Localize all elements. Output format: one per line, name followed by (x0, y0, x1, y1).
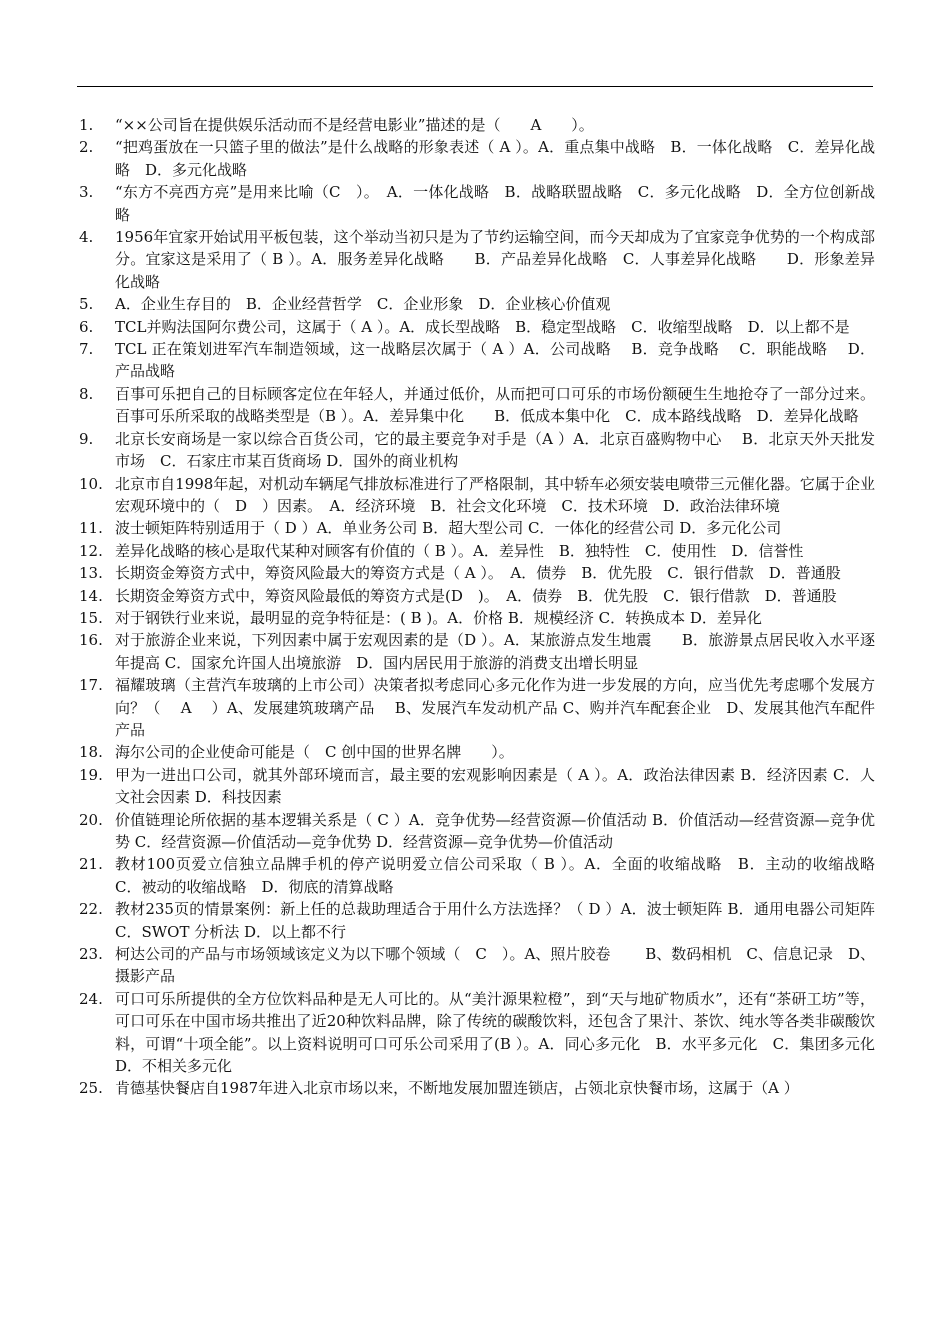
question-number: 8. (79, 384, 94, 403)
question-item (79, 473, 875, 518)
question-text: TCL并购法国阿尔费公司，这属于（ A ）。A．成长型战略 B．稳定型战略 C．收缩型战略 D．以上都不是 (115, 317, 850, 336)
question-number: 11. (79, 519, 103, 538)
question-item (79, 853, 895, 898)
question-number: 12. (79, 541, 103, 560)
question-item (79, 114, 875, 136)
question-number: 10. (79, 474, 103, 493)
question-item (79, 338, 875, 383)
question-number: 13. (79, 564, 103, 583)
question-number: 18. (79, 743, 103, 762)
question-number: 16. (79, 631, 103, 650)
question-list (79, 114, 895, 1100)
question-number: 21. (79, 855, 103, 874)
question-item (79, 562, 875, 584)
question-item (79, 988, 891, 1078)
question-text: TCL 正在策划进军汽车制造领域，这一战略层次属于（ A ）A．公司战略 B．竞争战略 C．职能战略 D．产品战略 (115, 340, 875, 381)
question-item (79, 226, 875, 293)
question-number: 2. (79, 138, 94, 157)
question-number: 15. (79, 608, 103, 627)
question-text: A．企业生存目的 B．企业经营哲学 C．企业形象 D．企业核心价值观 (115, 295, 611, 314)
question-item (79, 428, 875, 473)
question-number: 22. (79, 900, 103, 919)
question-number: 1. (79, 116, 94, 134)
question-text: 对于旅游企业来说，下列因素中属于宏观因素的是（D ）。A．某旅游点发生地震 B．旅游景点居民收入水平逐年提高 C．国家允许国人出境旅游 D．国内居民用于旅游的消费支出增长明显 (115, 631, 875, 672)
question-number: 5. (79, 295, 94, 314)
question-item (79, 764, 875, 809)
question-number: 14. (79, 586, 103, 605)
header-rule (77, 86, 873, 87)
question-text: 柯达公司的产品与市场领域该定义为以下哪个领域（ C ）。A、照片胶卷 B、数码相机 C、信息记录 D、摄影产品 (115, 945, 875, 986)
question-number: 24. (79, 989, 103, 1008)
question-number: 25. (79, 1079, 103, 1098)
question-text: 百事可乐把自己的目标顾客定位在年轻人，并通过低价，从而把可口可乐的市场份额硬生生地抢夺了一部分过来。百事可乐所采取的战略类型是（B ）。A．差异集中化 B．低成本集中化 C．成本路线战略 D．差异化战略 (115, 384, 875, 426)
question-item (79, 674, 875, 741)
question-number: 7. (79, 340, 94, 359)
question-text: 北京市自1998年起，对机动车辆尾气排放标准进行了严格限制，其中轿车必须安装电喷带三元催化器。它属于企业宏观环境中的（ D ）因素。 A．经济环境 B．社会文化环境 C．技术环境 D．政治法律环境 (115, 474, 875, 515)
question-text: 福耀玻璃（主营汽车玻璃的上市公司）决策者拟考虑同心多元化作为进一步发展的方向，应当优先考虑哪个发展方向？（ A ）A、发展建筑玻璃产品 B、发展汽车发动机产品 C、购并汽车配套企业 D、发展其他汽车配件产品 (115, 676, 875, 739)
question-number: 3. (79, 183, 94, 202)
question-item (79, 741, 875, 763)
question-item (79, 943, 875, 988)
question-text: 长期资金筹资方式中，筹资风险最大的筹资方式是（ A ）。 A．债券 B．优先股 C．银行借款 D．普通股 (115, 564, 841, 583)
question-number: 9. (79, 429, 94, 448)
question-text: 1956年宜家开始试用平板包装，这个举动当初只是为了节约运输空间，而今天却成为了宜家竞争优势的一个构成部分。宜家这是采用了（ B ）。A．服务差异化战略 B．产品差异化战略 C．人事差异化战略 D．形象差异化战略 (115, 228, 875, 291)
question-item (79, 540, 875, 562)
question-text: 差异化战略的核心是取代某种对顾客有价值的（ B ）。A．差异性 B．独特性 C．使用性 D．信誉性 (115, 541, 804, 560)
question-text: 甲为一进出口公司，就其外部环境而言，最主要的宏观影响因素是（ A ）。A．政治法律因素 B．经济因素 C．人文社会因素 D．科技因素 (115, 765, 875, 807)
question-number: 4. (79, 228, 94, 247)
question-text: 教材235页的情景案例：新上任的总裁助理适合于用什么方法选择？（ D ）A．波士顿矩阵 B．通用电器公司矩阵 C．SWOT 分析法 D．以上都不行 (115, 900, 875, 941)
question-text: 肯德基快餐店自1987年进入北京市场以来，不断地发展加盟连锁店，占领北京快餐市场，这属于（A ） (115, 1079, 799, 1098)
question-item (79, 517, 875, 539)
question-number: 19. (79, 765, 103, 784)
question-item (79, 316, 875, 338)
question-number: 17. (79, 676, 103, 695)
question-item (79, 1077, 875, 1099)
question-number: 6. (79, 317, 94, 336)
question-text: 海尔公司的企业使命可能是（ C 创中国的世界名牌 ）。 (115, 743, 514, 762)
question-text: “东方不亮西方亮”是用来比喻（C ）。 A．一体化战略 B．战略联盟战略 C．多元化战略 D．全方位创新战略 (115, 183, 875, 224)
question-text: “××公司旨在提供娱乐活动而不是经营电影业”描述的是（ A ）。 (115, 116, 594, 134)
question-item (79, 809, 875, 854)
question-number: 23. (79, 945, 103, 964)
question-item (79, 629, 875, 674)
question-number: 20. (79, 810, 103, 829)
question-item (79, 585, 875, 607)
question-item (79, 136, 875, 181)
question-text: 长期资金筹资方式中，筹资风险最低的筹资方式是(D )。 A．债券 B．优先股 C．银行借款 D．普通股 (115, 586, 837, 605)
question-item (79, 383, 875, 428)
question-text: 教材100页爱立信独立品牌手机的停产说明爱立信公司采取（ B ）。A．全面的收缩战略 B．主动的收缩战略 C．被动的收缩战略 D．彻底的清算战略 (115, 855, 895, 896)
question-text: 价值链理论所依据的基本逻辑关系是（ C ）A．竞争优势—经营资源—价值活动 B．价值活动—经营资源—竞争优势 C．经营资源—价值活动—竞争优势 D．经营资源—竞争优势—价值活动 (115, 810, 875, 851)
question-item (79, 181, 875, 226)
question-item (79, 607, 875, 629)
question-text: 波士顿矩阵特别适用于（ D ）A．单业务公司 B．超大型公司 C．一体化的经营公司 D．多元化公司 (115, 519, 782, 538)
question-item (79, 898, 875, 943)
question-text: 可口可乐所提供的全方位饮料品种是无人可比的。从“美汁源果粒橙”，到“天与地矿物质水”，还有“茶研工坊”等，可口可乐在中国市场共推出了近20种饮料品牌，除了传统的碳酸饮料，还包含了果汁、茶饮、纯水等各类非碳酸饮料，可谓“十项全能”。以上资料说明可口可乐公司采用了(B ）。A．同心多元化 B．水平多元化 C．集团多元化 D．不相关多元化 (115, 989, 891, 1076)
question-text: 对于钢铁行业来说，最明显的竞争特征是：( B )。A．价格 B．规模经济 C．转换成本 D．差异化 (115, 608, 762, 627)
question-text: “把鸡蛋放在一只篮子里的做法”是什么战略的形象表述（ A ）。A．重点集中战略 B．一体化战略 C．差异化战略 D．多元化战略 (115, 138, 875, 179)
question-text: 北京长安商场是一家以综合百货公司，它的最主要竞争对手是（A ）A．北京百盛购物中心 B．北京天外天批发市场 C．石家庄市某百货商场 D．国外的商业机构 (115, 429, 875, 471)
question-item (79, 293, 875, 315)
